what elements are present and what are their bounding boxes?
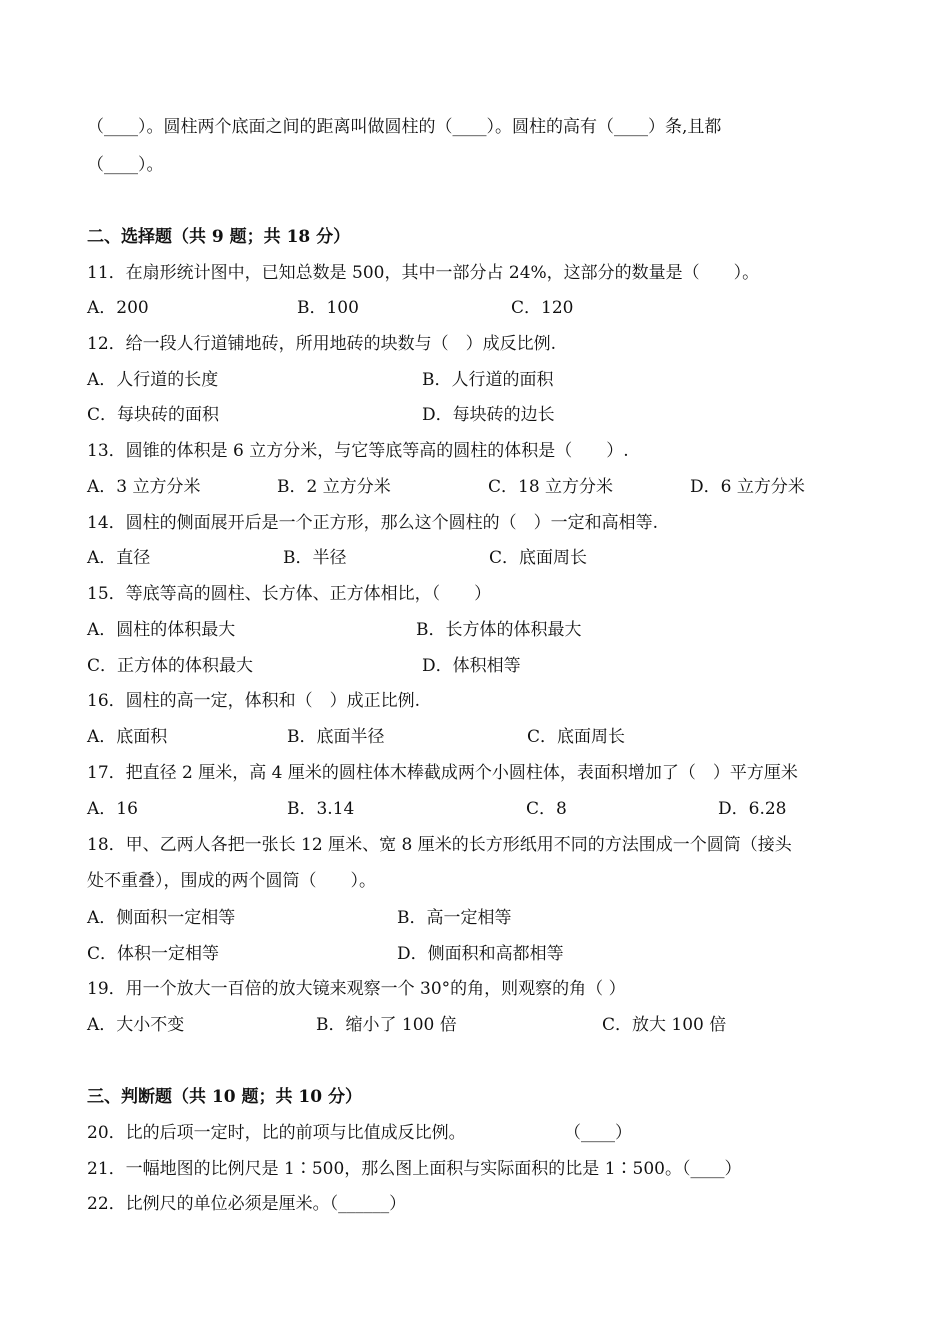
q18-option-c: C．体积一定相等 [87,944,220,964]
q19-option-b: B．缩小了 100 倍 [316,1015,457,1035]
q13-option-a: A．3 立方分米 [87,477,201,497]
question-11: 11．在扇形统计图中，已知总数是 500，其中一部分占 24%，这部分的数量是（ ）。 [87,263,760,283]
q12-option-b: B．人行道的面积 [422,370,554,390]
q11-option-a: A．200 [87,298,149,318]
question-14: 14．圆柱的侧面展开后是一个正方形，那么这个圆柱的（ ）一定和高相等. [87,513,659,533]
q11-option-b: B．100 [297,298,359,318]
q15-option-c: C．正方体的体积最大 [87,656,254,676]
q12-option-d: D．每块砖的边长 [422,405,555,425]
q17-option-d: D．6.28 [718,799,787,819]
q17-option-b: B．3.14 [287,799,355,819]
question-19: 19．用一个放大一百倍的放大镜来观察一个 30°的角，则观察的角（ ） [87,979,626,999]
q14-option-a: A．直径 [87,548,151,568]
q18-option-d: D．侧面积和高都相等 [397,944,564,964]
choice-section-heading: 二、选择题（共 9 题；共 18 分） [87,227,351,247]
q13-option-d: D．6 立方分米 [690,477,805,497]
q19-option-c: C．放大 100 倍 [602,1015,727,1035]
q15-option-a: A．圆柱的体积最大 [87,620,236,640]
q14-option-b: B．半径 [283,548,347,568]
question-22: 22．比例尺的单位必须是厘米。（______） [87,1194,407,1214]
question-21: 21．一幅地图的比例尺是 1∶500，那么图上面积与实际面积的比是 1∶500。（____） [87,1159,742,1179]
question-20: 20．比的后项一定时，比的前项与比值成反比例。 [87,1123,466,1143]
q15-option-b: B．长方体的体积最大 [416,620,582,640]
q15-option-d: D．体积相等 [422,656,521,676]
fill-in-line-1: （____）。圆柱两个底面之间的距离叫做圆柱的（____）。圆柱的高有（____）条,且都 [87,117,722,137]
q13-option-b: B．2 立方分米 [277,477,391,497]
q16-option-a: A．底面积 [87,727,168,747]
q12-option-c: C．每块砖的面积 [87,405,220,425]
question-18-line-1: 18．甲、乙两人各把一张长 12 厘米、宽 8 厘米的长方形纸用不同的方法围成一个圆筒（接头 [87,835,792,855]
q14-option-c: C．底面周长 [489,548,588,568]
q17-option-c: C．8 [526,799,567,819]
question-17: 17．把直径 2 厘米，高 4 厘米的圆柱体木棒截成两个小圆柱体，表面积增加了（ ）平方厘米 [87,763,798,783]
q13-option-c: C．18 立方分米 [488,477,614,497]
question-16: 16．圆柱的高一定，体积和（ ）成正比例. [87,691,421,711]
question-15: 15．等底等高的圆柱、长方体、正方体相比，（ ） [87,584,492,604]
q17-option-a: A．16 [87,799,138,819]
q20-answer-blank: （____） [564,1123,632,1143]
q16-option-c: C．底面周长 [527,727,626,747]
question-13: 13．圆锥的体积是 6 立方分米，与它等底等高的圆柱的体积是（ ）. [87,441,629,461]
q19-option-a: A．大小不变 [87,1015,185,1035]
judge-section-heading: 三、判断题（共 10 题；共 10 分） [87,1087,362,1107]
question-18-line-2: 处不重叠），围成的两个圆筒（ ）。 [87,871,376,891]
q12-option-a: A．人行道的长度 [87,370,219,390]
q18-option-a: A．侧面积一定相等 [87,908,236,928]
q11-option-c: C．120 [511,298,574,318]
question-12: 12．给一段人行道铺地砖，所用地砖的块数与（ ）成反比例. [87,334,557,354]
q16-option-b: B．底面半径 [287,727,385,747]
q18-option-b: B．高一定相等 [397,908,512,928]
fill-in-line-2: （____）。 [87,155,164,175]
